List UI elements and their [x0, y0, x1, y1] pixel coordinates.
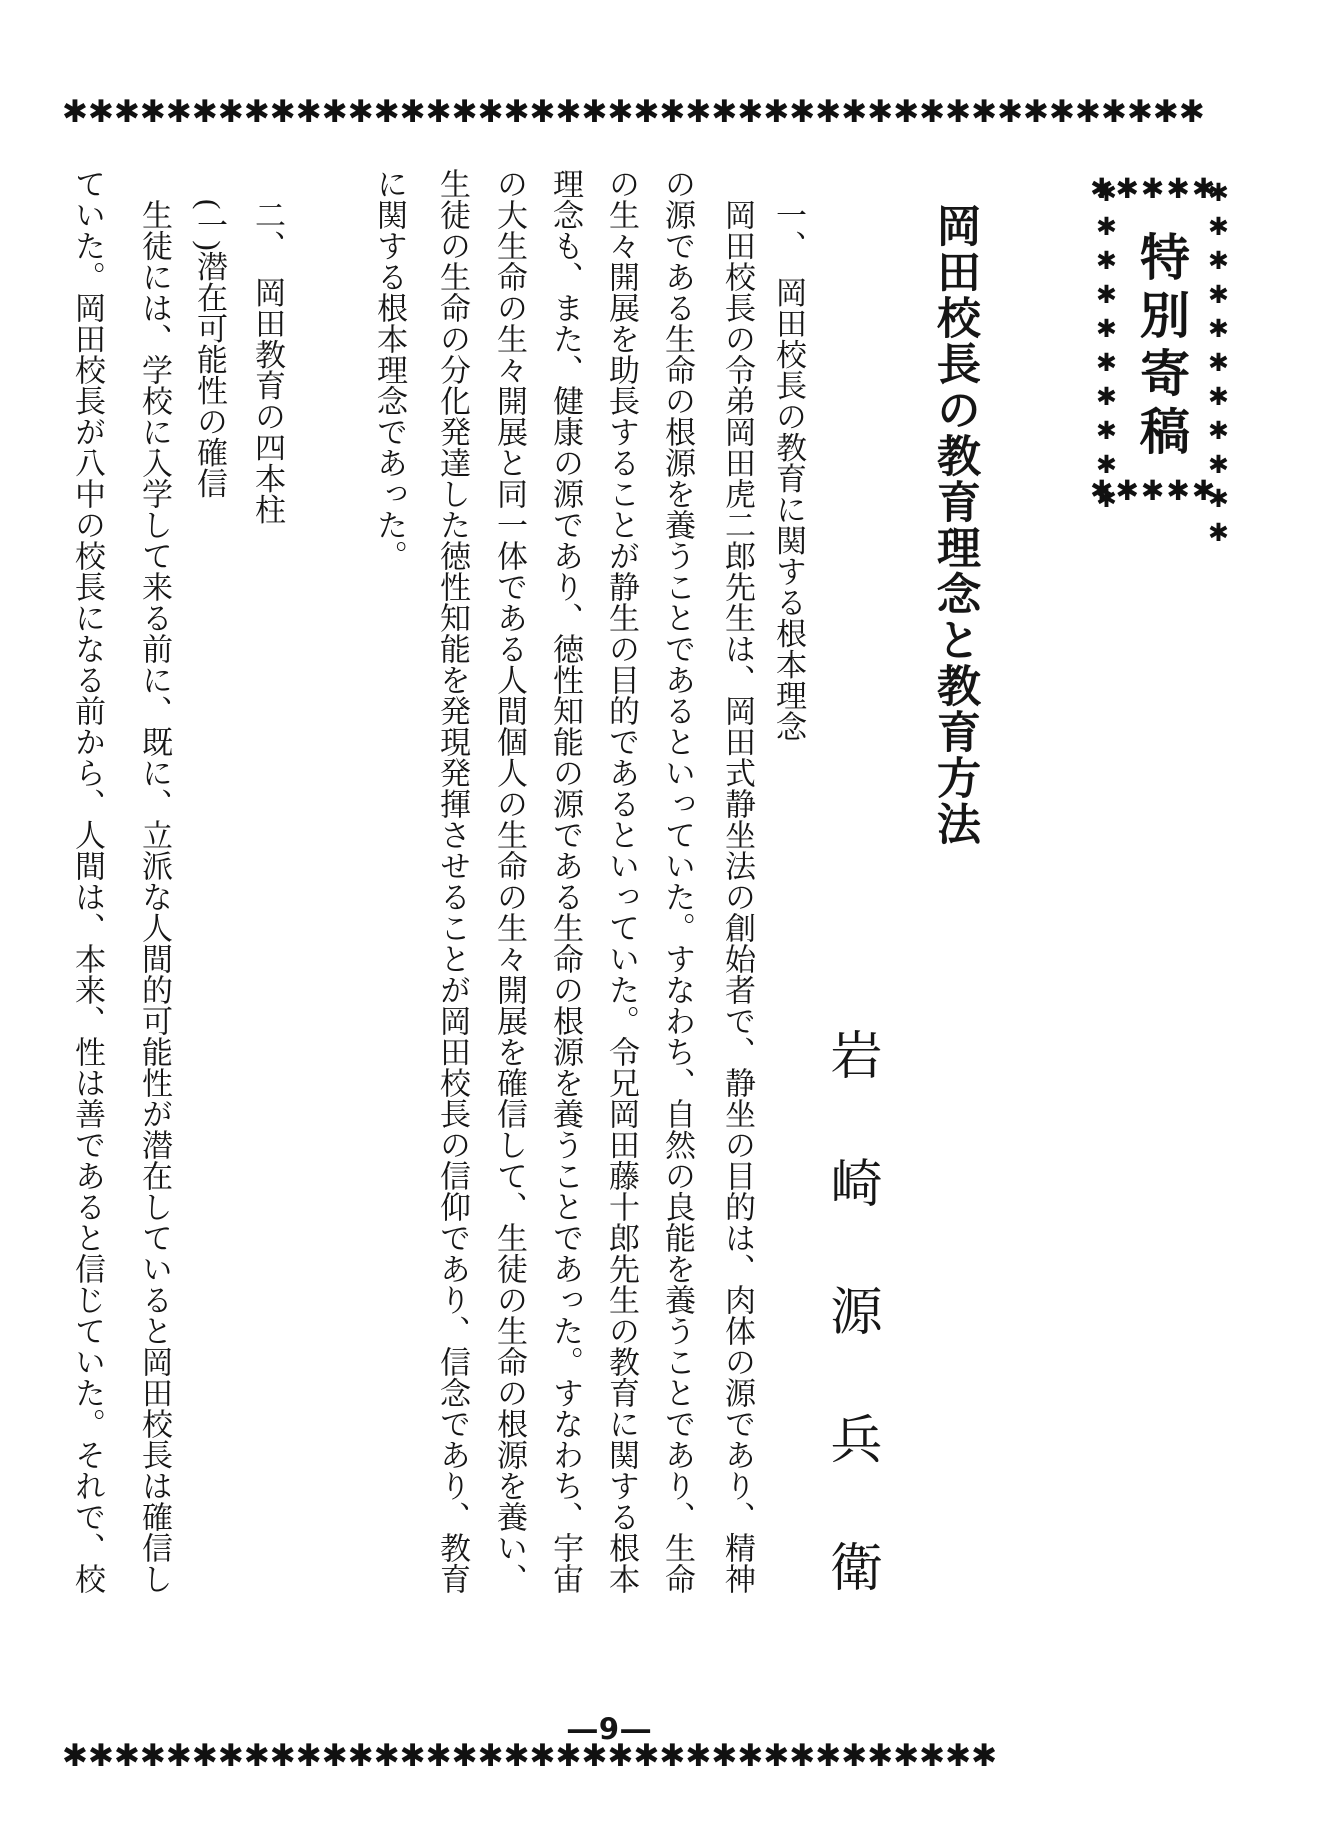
body-column: 岡田校長の令弟岡田虎二郎先生は、岡田式静坐法の創始者で、静坐の目的は、肉体の源であり、精神 [720, 168, 755, 1594]
box-bottom-asterisks: ✱✱✱✱✱ [1090, 474, 1218, 507]
page-number: ―9― [567, 1712, 653, 1746]
author-name: 岩崎源兵衛 [822, 1028, 879, 1668]
body-column: の生々開展を助長することが静生の目的であるといっていた。令兄岡田藤十郎先生の教育に関する根本 [604, 168, 639, 1594]
body-column: 理念も、また、健康の源であり、徳性知能の源である生命の根源を養うことであった。すなわち、宇宙 [548, 168, 583, 1594]
special-contribution-box [1086, 172, 1246, 552]
special-contribution-label: 特別寄稿 [1133, 231, 1189, 463]
box-left-asterisks: ✱✱✱✱✱✱✱✱✱✱ [1092, 178, 1121, 518]
body-column: 生徒には、学校に入学して来る前に、既に、立派な人間的可能性が潜在していると岡田校長は確信し [137, 168, 172, 1594]
section-heading-2: 二、 岡田教育の四本柱 [250, 168, 285, 525]
bottom-asterisk-divider: ✱✱✱✱✱✱✱✱✱✱✱✱✱✱✱✱✱✱✱✱✱✱✱✱✱✱✱✱✱✱✱✱✱✱✱✱ [62, 1738, 998, 1774]
body-column: の源である生命の根源を養うことであるといっていた。すなわち、自然の良能を養うことであり、生命 [660, 168, 695, 1594]
sub-heading-1: (一)潜在可能性の確信 [192, 168, 227, 499]
body-column: ていた。岡田校長が八中の校長になる前から、人間は、本来、性は善であると信じていた。それで、校 [70, 168, 105, 1594]
body-column: の大生命の生々開展と同一体である人間個人の生命の生々開展を確信して、生徒の生命の根源を養い、 [492, 168, 527, 1594]
top-asterisk-divider: ✱✱✱✱✱✱✱✱✱✱✱✱✱✱✱✱✱✱✱✱✱✱✱✱✱✱✱✱✱✱✱✱✱✱✱✱✱✱✱✱✱✱✱✱ [62, 94, 1205, 130]
body-column: に関する根本理念であった。 [372, 168, 407, 571]
box-right-asterisks: ✱✱✱✱✱✱✱✱✱✱✱ [1204, 178, 1233, 552]
article-title: 岡田校長の教育理念と教育方法 [930, 203, 979, 847]
body-column: 生徒の生命の分化発達した徳性知能を発現発揮させることが岡田校長の信仰であり、信念であり、教育 [435, 168, 470, 1594]
section-heading-1: 一、 岡田校長の教育に関する根本理念 [771, 168, 806, 742]
box-top-asterisks: ✱✱✱✱✱ [1090, 172, 1218, 205]
